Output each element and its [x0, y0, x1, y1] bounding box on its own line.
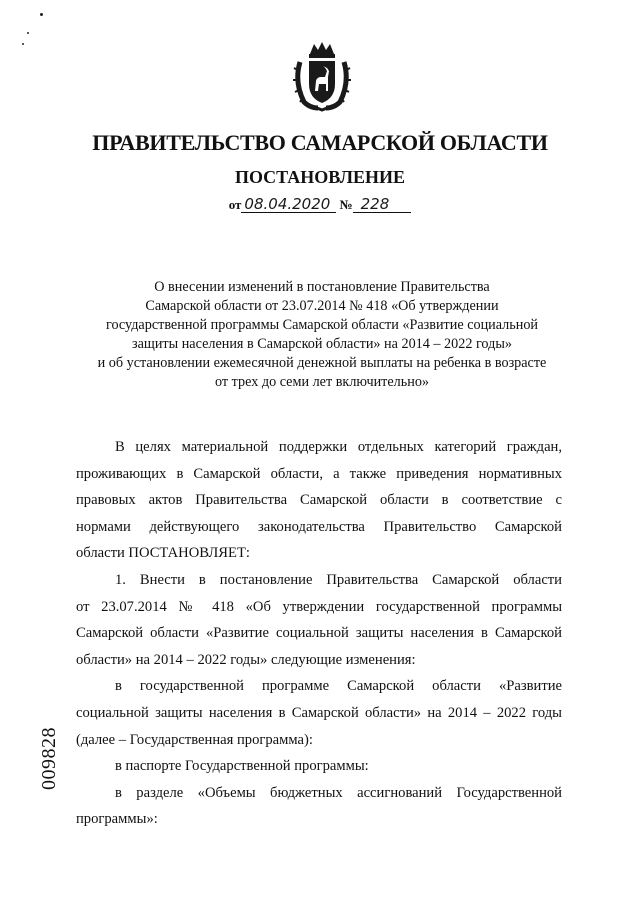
government-title: ПРАВИТЕЛЬСТВО САМАРСКОЙ ОБЛАСТИ: [92, 130, 548, 155]
body-line: (далее – Государственная программа):: [76, 731, 313, 748]
body-line: в паспорте Государственной программы:: [115, 758, 369, 775]
body-line: программы»:: [76, 811, 158, 828]
body-line: Самарской области «Развитие социальной защиты населения в Самарской: [76, 625, 562, 642]
document-body: [76, 434, 562, 833]
body-line: в государственной программе Самарской области «Развитие: [115, 678, 562, 695]
body-line: в разделе «Объемы бюджетных ассигнований Государственной: [115, 784, 562, 801]
body-line: от 23.07.2014 № 418 «Об утверждении государственной программы: [76, 598, 562, 615]
subject-line: и об установлении ежемесячной денежной выплаты на ребенка в возрасте: [97, 355, 547, 371]
date-prefix: от: [228, 197, 242, 212]
number-field: 228: [353, 196, 412, 213]
body-line: правовых актов Правительства Самарской области в соответствие с: [76, 492, 562, 509]
document-subject: [86, 278, 558, 392]
body-line: В целях материальной поддержки отдельных категорий граждан,: [115, 439, 562, 455]
body-line: 1. Внести в постановление Правительства Самарской области: [115, 571, 562, 588]
subject-line: государственной программы Самарской области «Развитие социальной: [105, 317, 539, 333]
subject-line: Самарской области от 23.07.2014 № 418 «Об утверждении: [145, 298, 499, 314]
date-number-line: [0, 196, 640, 213]
stamp-number: 009828: [38, 727, 60, 790]
number-prefix: №: [339, 197, 353, 212]
samara-coat-of-arms-icon: [292, 40, 352, 112]
subject-line: О внесении изменений в постановление Правительства: [154, 279, 490, 295]
body-line: проживающих в Самарской области, а также приведения нормативных: [76, 465, 562, 482]
subject-line: от трех до семи лет включительно»: [214, 374, 430, 390]
body-line: нормами действующего законодательства Правительство Самарской: [76, 518, 562, 535]
body-line: социальной защиты населения в Самарской области» на 2014 – 2022 годы: [76, 704, 562, 721]
date-field: 08.04.2020: [241, 196, 336, 213]
subject-line: защиты населения в Самарской области» на 2014 – 2022 годы»: [132, 336, 512, 352]
document-type: ПОСТАНОВЛЕНИЕ: [234, 167, 406, 187]
body-line: области ПОСТАНОВЛЯЕТ:: [76, 545, 250, 562]
body-line: области» на 2014 – 2022 годы» следующие изменения:: [76, 651, 416, 668]
